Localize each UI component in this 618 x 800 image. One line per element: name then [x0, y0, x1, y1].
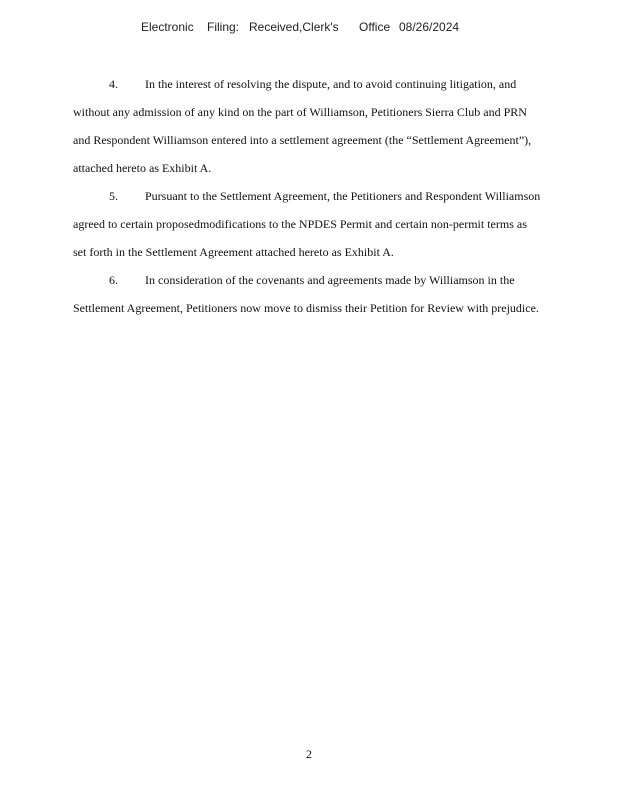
- header-word-filing: Filing:: [207, 20, 240, 34]
- paragraph-line-text: In the interest of resolving the dispute, and to avoid continuing litigation, and: [145, 77, 517, 91]
- paragraph-line-text: Pursuant to the Settlement Agreement, the Petitioners and Respondent Williamson: [145, 189, 541, 203]
- header-filing-date: 08/26/2024: [399, 20, 460, 34]
- paragraph-number: 6.: [109, 273, 118, 287]
- header-word-electronic: Electronic: [141, 20, 194, 34]
- paragraph-line: attached hereto as Exhibit A.: [73, 161, 212, 175]
- paragraph-line: [73, 182, 547, 210]
- document-body: [73, 70, 547, 322]
- paragraph-line: agreed to certain proposedmodifications to the NPDES Permit and certain non-permit terms as: [73, 217, 527, 231]
- paragraph-number: 5.: [109, 189, 118, 203]
- paragraph-line: Settlement Agreement, Petitioners now move to dismiss their Petition for Review with prejudice.: [73, 301, 539, 315]
- paragraph-line-text: In consideration of the covenants and agreements made by Williamson in the: [145, 273, 515, 287]
- header-word-office: Office: [359, 20, 391, 34]
- paragraph-line: set forth in the Settlement Agreement attached hereto as Exhibit A.: [73, 245, 394, 259]
- paragraph-number: 4.: [109, 77, 118, 91]
- paragraph-line: [73, 70, 547, 98]
- paragraph-4: [73, 70, 547, 182]
- paragraph-line: and Respondent Williamson entered into a settlement agreement (the “Settlement Agreement”),: [73, 133, 532, 147]
- filing-stamp-header: [0, 20, 618, 38]
- header-word-received: Received,Clerk's: [249, 20, 339, 34]
- paragraph-line: without any admission of any kind on the part of Williamson, Petitioners Sierra Club and PRN: [73, 105, 527, 119]
- paragraph-line: [73, 266, 547, 294]
- paragraph-5: [73, 182, 547, 266]
- page-number: 2: [306, 747, 312, 761]
- paragraph-6: [73, 266, 547, 322]
